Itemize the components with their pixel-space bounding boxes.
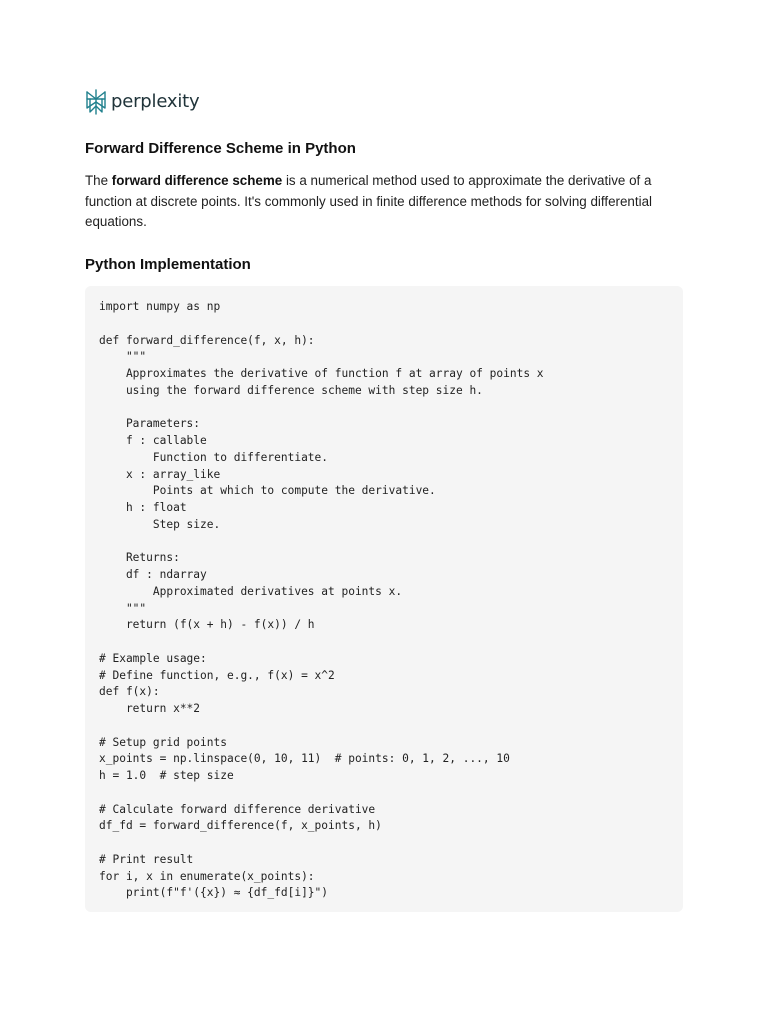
page-title: Forward Difference Scheme in Python	[85, 140, 356, 157]
intro-paragraph	[85, 171, 683, 233]
perplexity-logo-icon	[85, 89, 107, 115]
intro-bold-term: forward difference scheme	[111, 173, 283, 188]
brand-logo[interactable]	[85, 88, 199, 116]
code-content[interactable]: import numpy as np def forward_difference(f, x, h): """ Approximates the derivative of function f at array of points x using the forward difference scheme with step size h. Parameters: f : callable Function to differentiate. x : array_like Points at which to compute the derivative. h : float Step size. Returns: df : ndarray Approximated derivatives at points x. """ return (f(x + h) - f(x)) / h # Example usage: # Define function, e.g., f(x) = x^2 def f(x): return x**2 # Setup grid points x_points = np.linspace(0, 10, 11) # points: 0, 1, 2, ..., 10 h = 1.0 # step size # Calculate forward difference derivative df_fd = forward_difference(f, x_points, h) # Print result for i, x in enumerate(x_points): print(f"f'({x}) ≈ {df_fd[i]}")	[99, 300, 544, 900]
intro-suffix: is a numerical method used to approximate the derivative of a function at discrete points. It's commonly used in finite difference methods for solving differential equations.	[85, 173, 652, 230]
code-block[interactable]	[85, 286, 683, 912]
section-heading: Python Implementation	[85, 256, 251, 273]
intro-prefix: The	[85, 173, 112, 188]
brand-name: perplexity	[111, 91, 200, 112]
